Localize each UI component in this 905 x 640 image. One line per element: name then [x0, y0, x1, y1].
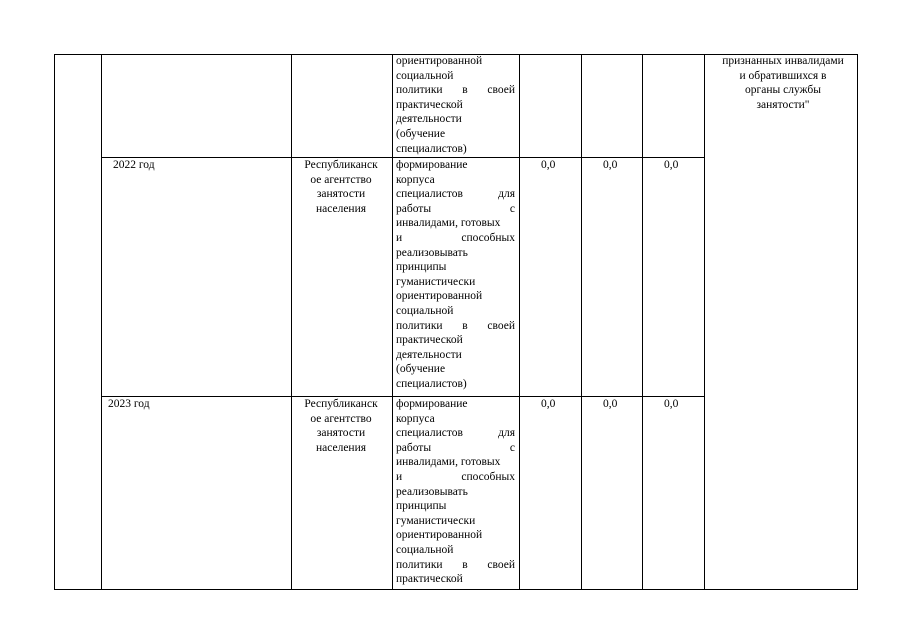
description-cell-2022 [396, 158, 515, 392]
column-divider-2 [291, 54, 292, 590]
organization-line: населения [315, 441, 367, 454]
description-line: реализовывать [396, 246, 468, 259]
column-divider-1 [101, 54, 102, 590]
description-line: формирование [396, 159, 468, 171]
column-divider-6 [642, 54, 643, 590]
value-1-2023: 0,0 [541, 398, 556, 410]
note-line: признанных инвалидами [722, 55, 844, 67]
note-line: и обратившихся в [739, 69, 827, 82]
description-line: специалистов) [396, 377, 467, 390]
description-line: политики в своей [396, 558, 515, 571]
description-line: деятельности [396, 348, 462, 361]
organization-line: занятости [316, 188, 366, 201]
description-line: специалистов) [396, 142, 467, 155]
value-2-2022: 0,0 [603, 159, 618, 171]
column-divider-5 [581, 54, 582, 590]
note-line: занятости" [756, 98, 810, 111]
description-line: и способных [396, 231, 515, 244]
description-line: корпуса [396, 173, 435, 186]
organization-cell-2023 [295, 397, 387, 455]
description-line: гуманистически [396, 514, 476, 527]
table-bottom-border [54, 589, 858, 590]
year-cell-2022: 2022 год [113, 159, 155, 171]
value-3-2022: 0,0 [664, 159, 679, 171]
description-line: политики в своей [396, 84, 515, 97]
description-line: реализовывать [396, 485, 468, 498]
description-line: гуманистически [396, 275, 476, 288]
description-line: социальной [396, 304, 454, 317]
note-line: органы службы [745, 84, 821, 97]
description-line: работы с [396, 441, 515, 454]
description-line: инвалидами, готовых [396, 456, 501, 469]
year-cell-2023: 2023 год [108, 398, 150, 410]
value-3-2023: 0,0 [664, 398, 679, 410]
description-line: ориентированной [396, 529, 483, 542]
description-line: (обучение [396, 363, 446, 376]
value-1-2022: 0,0 [541, 159, 556, 171]
description-line: социальной [396, 543, 454, 556]
description-line: специалистов для [396, 427, 515, 440]
column-divider-3 [392, 54, 393, 590]
description-line: (обучение [396, 127, 446, 140]
description-line: специалистов для [396, 188, 515, 201]
organization-line: населения [315, 202, 367, 215]
description-line: политики в своей [396, 319, 515, 332]
organization-line: занятости [316, 427, 366, 440]
organization-line: ое агентство [310, 412, 372, 425]
description-line: практической [396, 334, 463, 347]
description-line: работы с [396, 202, 515, 215]
description-line: принципы [396, 261, 447, 274]
description-line: корпуса [396, 412, 435, 425]
column-divider-7 [704, 54, 705, 590]
continued-description-cell [396, 54, 515, 156]
table-right-border [857, 54, 858, 590]
organization-line: Республиканск [304, 398, 378, 410]
description-line: деятельности [396, 113, 462, 126]
organization-cell-2022 [295, 158, 387, 216]
description-line: инвалидами, готовых [396, 217, 501, 230]
description-line: принципы [396, 500, 447, 513]
note-cell [706, 54, 860, 112]
description-line: и способных [396, 470, 515, 483]
description-line: практической [396, 98, 463, 111]
organization-line: Республиканск [304, 159, 378, 171]
table-left-border [54, 54, 55, 590]
column-divider-4 [519, 54, 520, 590]
description-line: социальной [396, 69, 454, 82]
description-cell-2023 [396, 397, 515, 587]
description-line: практической [396, 573, 463, 586]
description-line: ориентированной [396, 290, 483, 303]
organization-line: ое агентство [310, 173, 372, 186]
value-2-2023: 0,0 [603, 398, 618, 410]
description-line: формирование [396, 398, 468, 410]
description-line: ориентированной [396, 55, 483, 67]
